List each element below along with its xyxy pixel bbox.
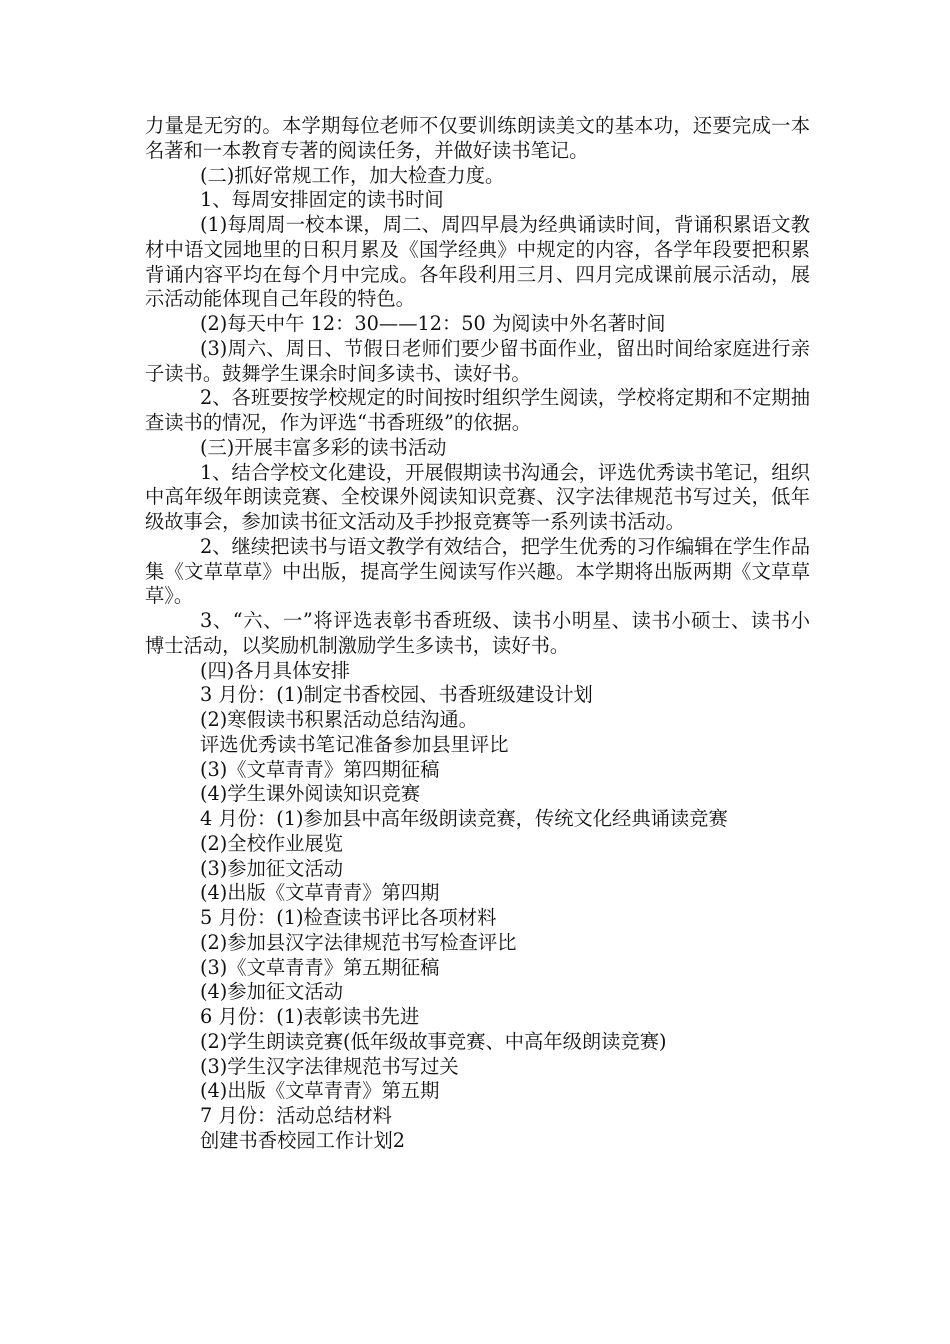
schedule-item: (2)寒假读书积累活动总结沟通。	[200, 708, 478, 731]
list-item: 3、“六、一”将评选表彰书香班级、读书小明星、读书小硕士、读书小博士活动，以奖励机制激励学生多读书，读好书。	[145, 609, 810, 657]
paragraph-continuation: 力量是无穷的。本学期每位老师不仅要训练朗读美文的基本功，还要完成一本名著和一本教育专著的阅读任务，并做好读书笔记。	[145, 114, 810, 162]
schedule-item: (4)出版《文草青青》第五期	[200, 1079, 440, 1103]
schedule-item: 6 月份：(1)表彰读书先进	[200, 1005, 420, 1028]
list-item: 1、结合学校文化建设，开展假期读书沟通会，评选优秀读书笔记，组织中高年级年朗读竞赛、全校课外阅读知识竞赛、汉字法律规范书写过关，低年级故事会，参加读书征文活动及手抄报竞赛等一系列读书活动。	[145, 460, 810, 533]
section-heading-4: (四)各月具体安排	[200, 658, 351, 682]
schedule-item: (2)全校作业展览	[200, 831, 343, 855]
next-section-title: 创建书香校园工作计划2	[200, 1128, 406, 1152]
schedule-item: (3)参加征文活动	[200, 856, 343, 880]
list-item: (3)周六、周日、节假日老师们要少留书面作业，留出时间给家庭进行亲子读书。鼓舞学生课余时间多读书、读好书。	[145, 336, 810, 385]
schedule-item: 3 月份：(1)制定书香校园、书香班级建设计划	[200, 683, 593, 707]
section-heading-3: (三)开展丰富多彩的读书活动	[200, 435, 447, 459]
schedule-item: (4)出版《文草青青》第四期	[200, 881, 440, 905]
schedule-item: (3)《文草青青》第五期征稿	[200, 955, 440, 979]
list-item: 1、每周安排固定的读书时间	[200, 188, 444, 212]
schedule-item: (4)参加征文活动	[200, 980, 343, 1004]
schedule-item: 评选优秀读书笔记准备参加县里评比	[200, 732, 509, 756]
schedule-item: (2)参加县汉字法律规范书写检查评比	[200, 930, 517, 954]
list-item: (2)每天中午 12：30——12：50 为阅读中外名著时间	[200, 312, 666, 335]
section-heading-2: (二)抓好常规工作，加大检查力度。	[200, 163, 505, 187]
list-item: 2、各班要按学校规定的时间按时组织学生阅读，学校将定期和不定期抽查读书的情况，作为评选“书香班级”的依据。	[145, 386, 810, 434]
list-item: 2、继续把读书与语文教学有效结合，把学生优秀的习作编辑在学生作品集《文草草草》中出版，提高学生阅读写作兴趣。本学期将出版两期《文草草草》。	[145, 534, 810, 608]
schedule-item: (3)《文草青青》第四期征稿	[200, 757, 440, 781]
schedule-item: 7 月份：活动总结材料	[200, 1104, 392, 1127]
list-item: (1)每周周一校本课，周二、周四早晨为经典诵读时间，背诵积累语文教材中语文园地里的日积月累及《国学经典》中规定的内容，各学年段要把积累背诵内容平均在每个月中完成。各年段利用三月、四月完成课前展示活动，展示活动能体现自己年段的特色。	[145, 213, 810, 311]
schedule-item: (2)学生朗读竞赛(低年级故事竞赛、中高年级朗读竞赛)	[200, 1029, 667, 1053]
document-body	[145, 114, 810, 1154]
schedule-item: (3)学生汉字法律规范书写过关	[200, 1054, 459, 1078]
schedule-item: 4 月份：(1)参加县中高年级朗读竞赛，传统文化经典诵读竞赛	[200, 807, 728, 830]
schedule-item: (4)学生课外阅读知识竞赛	[200, 782, 421, 806]
schedule-item: 5 月份：(1)检查读书评比各项材料	[200, 906, 497, 929]
